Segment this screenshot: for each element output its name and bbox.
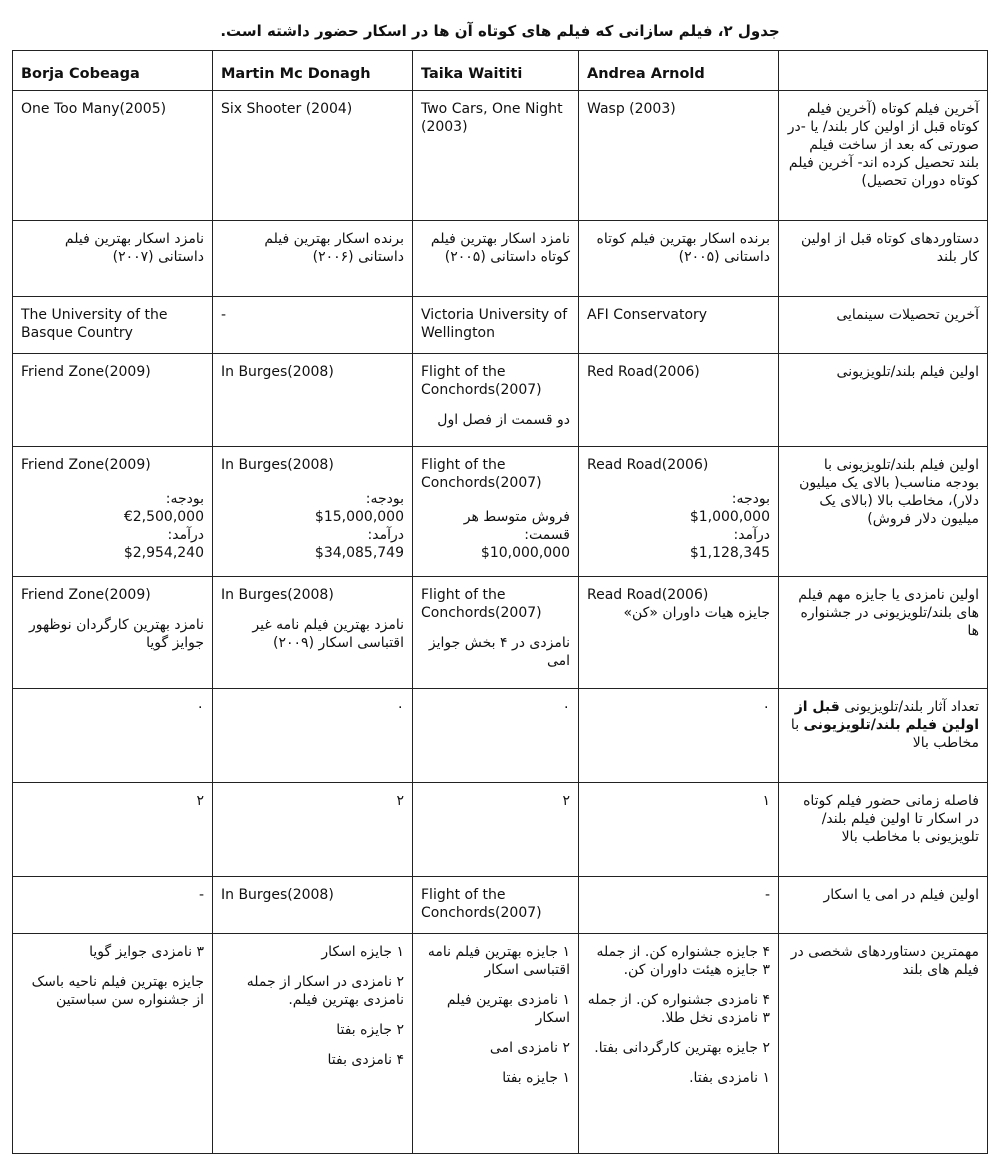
- cell-taika: ۲: [413, 783, 579, 877]
- cell-andrea: برنده اسکار بهترین فیلم کوتاه داستانی (۲۰۰۵): [579, 221, 779, 297]
- title: Flight of the Conchords(2007): [421, 587, 542, 621]
- achievement-item: ۳ نامزدی جوایز گویا: [89, 944, 204, 960]
- cell-taika: [413, 354, 579, 447]
- budget-label: بودجه:: [165, 491, 204, 507]
- header-martin: Martin Mc Donagh: [213, 51, 413, 91]
- row-label: فاصله زمانی حضور فیلم کوتاه در اسکار تا اولین فیلم بلند/تلویزیونی با مخاطب بالا: [779, 783, 988, 877]
- revenue-label: درآمد:: [167, 527, 204, 543]
- header-row: [13, 51, 988, 91]
- achievement-item: ۱ نامزدی بهترین فیلم اسکار: [446, 992, 570, 1026]
- table-row: [13, 783, 988, 877]
- table-caption: جدول ۲، فیلم سازانی که فیلم های کوتاه آن ها در اسکار حضور داشته است.: [220, 22, 780, 40]
- header-empty: [779, 51, 988, 91]
- cell-martin: -: [213, 297, 413, 354]
- achievement-item: ۴ نامزدی بفتا: [327, 1052, 404, 1068]
- row-label: اولین فیلم بلند/تلویزیونی با بودجه مناسب( بالای یک میلیون دلار)، مخاطب بالا (بالای یک میلیون دلار فروش): [779, 447, 988, 577]
- cell-martin: ۲: [213, 783, 413, 877]
- revenue-value: $1,128,345: [689, 545, 770, 561]
- row-label: اولین فیلم در امی یا اسکار: [779, 877, 988, 934]
- label-post: با مخاطب بالا: [790, 717, 979, 751]
- cell-borja: [13, 447, 213, 577]
- budget-value: $1,000,000: [689, 509, 770, 525]
- achievement-item: ۲ جایزه بهترین کارگردانی بفتا.: [594, 1040, 770, 1056]
- table-row: [13, 221, 988, 297]
- row-label: اولین نامزدی یا جایزه مهم فیلم های بلند/تلویزیونی در جشنواره ها: [779, 577, 988, 689]
- cell-andrea: ۰: [579, 689, 779, 783]
- table-row: [13, 297, 988, 354]
- cell-taika: Flight of the Conchords(2007): [413, 877, 579, 934]
- revenue-label: درآمد:: [733, 527, 770, 543]
- note: نامزد بهترین فیلم نامه غیر اقتباسی اسکار (۲۰۰۹): [252, 617, 404, 651]
- cell-martin: برنده اسکار بهترین فیلم داستانی (۲۰۰۶): [213, 221, 413, 297]
- cell-taika: Victoria University of Wellington: [413, 297, 579, 354]
- note: دو قسمت از فصل اول: [437, 412, 570, 428]
- row-label: مهمترین دستاوردهای شخصی در فیلم های بلند: [779, 934, 988, 1154]
- row-label: [779, 689, 988, 783]
- row-label: اولین فیلم بلند/تلویزیونی: [779, 354, 988, 447]
- cell-taika: ۰: [413, 689, 579, 783]
- cell-andrea: -: [579, 877, 779, 934]
- budget-label: بودجه:: [365, 491, 404, 507]
- cell-andrea: [579, 577, 779, 689]
- row-label: دستاوردهای کوتاه قبل از اولین کار بلند: [779, 221, 988, 297]
- cell-taika: Two Cars, One Night (2003): [413, 91, 579, 221]
- title: Flight of the Conchords(2007): [421, 364, 542, 398]
- cell-borja: ۰: [13, 689, 213, 783]
- revenue-label: درآمد:: [367, 527, 404, 543]
- note: نامزد بهترین کارگردان نوظهور جوایز گویا: [28, 617, 204, 651]
- achievement-item: ۱ جایزه اسکار: [321, 944, 404, 960]
- title: Read Road(2006): [587, 457, 709, 473]
- revenue-value: $34,085,749: [314, 545, 404, 561]
- achievement-item: ۴ نامزدی جشنواره کن. از جمله ۳ نامزدی نخل طلا.: [587, 992, 770, 1026]
- achievement-item: ۲ نامزدی در اسکار از جمله نامزدی بهترین فیلم.: [246, 974, 404, 1008]
- cell-borja: [13, 577, 213, 689]
- cell-borja: Friend Zone(2009): [13, 354, 213, 447]
- cell-taika: [413, 577, 579, 689]
- avg-sales-label: فروش متوسط هر: [463, 509, 570, 525]
- table-row: [13, 91, 988, 221]
- filmmakers-table: [12, 50, 988, 1154]
- achievement-item: ۴ جایزه جشنواره کن. از جمله ۳ جایزه هیئت داوران کن.: [596, 944, 770, 978]
- cell-martin: ۰: [213, 689, 413, 783]
- cell-martin: Six Shooter (2004): [213, 91, 413, 221]
- cell-andrea: ۱: [579, 783, 779, 877]
- budget-value: $15,000,000: [314, 509, 404, 525]
- title: Flight of the Conchords(2007): [421, 457, 542, 491]
- title: In Burges(2008): [221, 587, 334, 603]
- label-bold: قبل از اولین فیلم بلند/تلویزیونی: [794, 699, 979, 733]
- cell-taika: [413, 447, 579, 577]
- header-taika: Taika Waititi: [413, 51, 579, 91]
- row-label: آخرین تحصیلات سینمایی: [779, 297, 988, 354]
- table-row: [13, 934, 988, 1154]
- label-pre: تعداد آثار بلند/تلویزیونی: [839, 699, 979, 715]
- cell-taika: [413, 934, 579, 1154]
- achievement-item: ۲ نامزدی امی: [489, 1040, 570, 1056]
- cell-martin: [213, 577, 413, 689]
- avg-sales-value: $10,000,000: [480, 545, 570, 561]
- row-label: آخرین فیلم کوتاه (آخرین فیلم کوتاه قبل از اولین کار بلند/ یا -در صورتی که بعد از ساخت فیلم بلند تحصیل کرده اند- آخرین فیلم کوتاه دوران تحصیل): [779, 91, 988, 221]
- achievement-item: ۲ جایزه بفتا: [336, 1022, 404, 1038]
- achievement-item: ۱ جایزه بفتا: [502, 1070, 570, 1086]
- title: Friend Zone(2009): [21, 457, 151, 473]
- cell-taika: نامزد اسکار بهترین فیلم کوتاه داستانی (۲۰۰۵): [413, 221, 579, 297]
- table-row: [13, 447, 988, 577]
- cell-martin: In Burges(2008): [213, 877, 413, 934]
- cell-andrea: [579, 447, 779, 577]
- budget-value: €2,500,000: [123, 509, 204, 525]
- cell-andrea: Wasp (2003): [579, 91, 779, 221]
- cell-andrea: AFI Conservatory: [579, 297, 779, 354]
- title: In Burges(2008): [221, 457, 334, 473]
- cell-borja: ۲: [13, 783, 213, 877]
- cell-andrea: [579, 934, 779, 1154]
- cell-borja: نامزد اسکار بهترین فیلم داستانی (۲۰۰۷): [13, 221, 213, 297]
- table-row: [13, 577, 988, 689]
- header-andrea: Andrea Arnold: [579, 51, 779, 91]
- table-row: [13, 354, 988, 447]
- episode-label: قسمت:: [524, 527, 570, 543]
- table-row: [13, 877, 988, 934]
- achievement-item: ۱ نامزدی بفتا.: [689, 1070, 770, 1086]
- note: نامزدی در ۴ بخش جوایز امی: [428, 635, 570, 669]
- achievement-item: جایزه بهترین فیلم ناحیه باسک از جشنواره سن سباستین: [31, 974, 204, 1008]
- title: Read Road(2006): [587, 587, 709, 603]
- revenue-value: $2,954,240: [123, 545, 204, 561]
- cell-martin: In Burges(2008): [213, 354, 413, 447]
- cell-borja: The University of the Basque Country: [13, 297, 213, 354]
- cell-borja: One Too Many(2005): [13, 91, 213, 221]
- note: جایزه هیات داوران «کن»: [623, 605, 770, 621]
- cell-andrea: Red Road(2006): [579, 354, 779, 447]
- cell-borja: [13, 934, 213, 1154]
- budget-label: بودجه:: [731, 491, 770, 507]
- cell-borja: -: [13, 877, 213, 934]
- title: Friend Zone(2009): [21, 587, 151, 603]
- cell-martin: [213, 934, 413, 1154]
- achievement-item: ۱ جایزه بهترین فیلم نامه اقتباسی اسکار: [427, 944, 570, 978]
- table-row: [13, 689, 988, 783]
- cell-martin: [213, 447, 413, 577]
- header-borja: Borja Cobeaga: [13, 51, 213, 91]
